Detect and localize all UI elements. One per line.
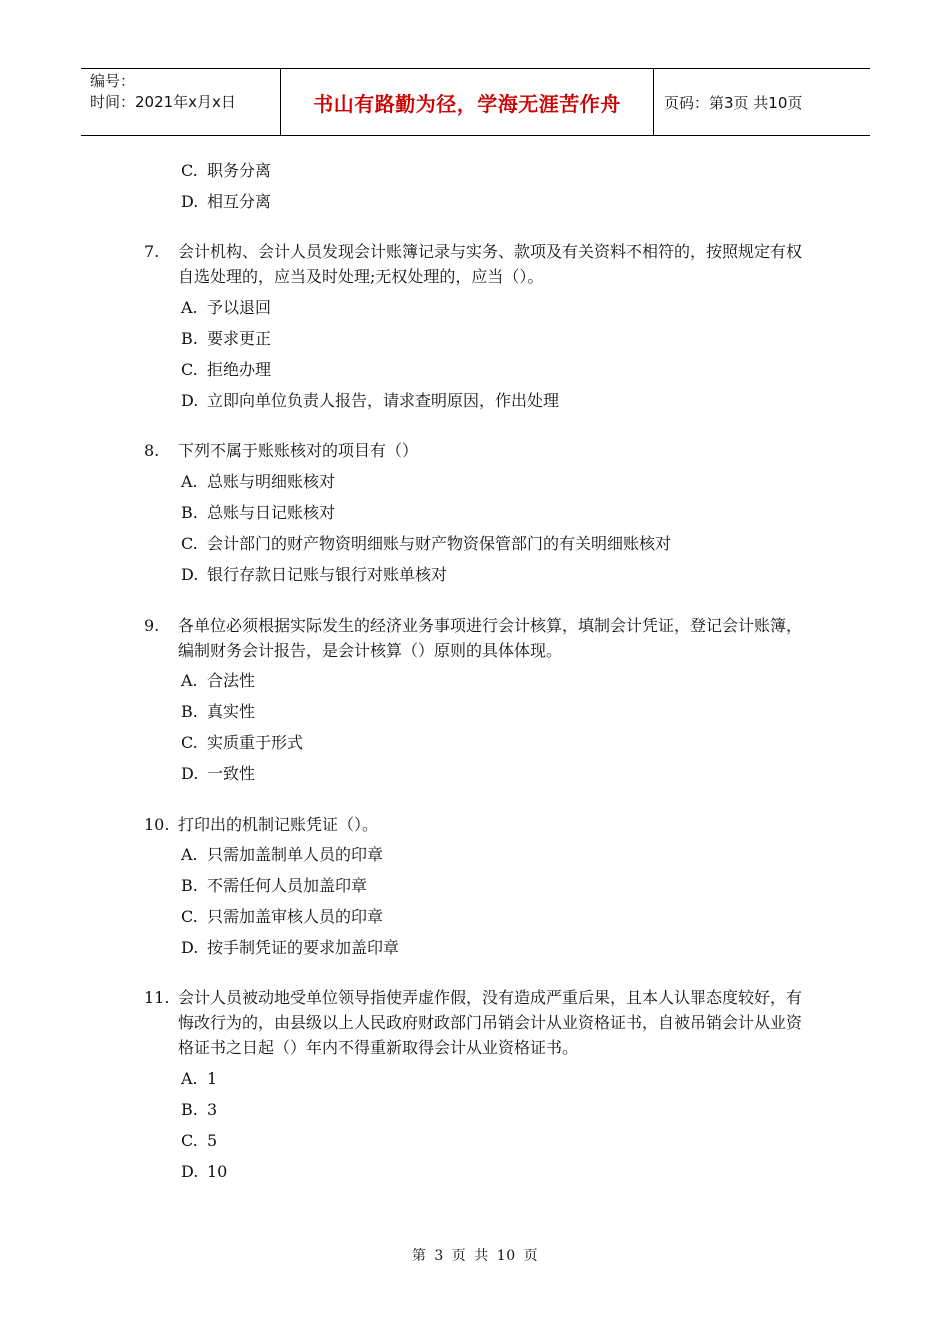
option-item bbox=[181, 764, 255, 784]
option-text: 总账与日记账核对 bbox=[207, 503, 336, 522]
option-item bbox=[181, 845, 383, 865]
question-8 bbox=[144, 438, 810, 463]
option-letter: D. bbox=[181, 391, 199, 410]
option-item bbox=[181, 391, 559, 411]
option-letter: D. bbox=[181, 565, 199, 584]
option-letter: C. bbox=[181, 907, 198, 926]
option-item bbox=[181, 733, 303, 753]
question-number: 7. bbox=[144, 242, 160, 261]
option-text: 银行存款日记账与银行对账单核对 bbox=[207, 565, 448, 584]
option-letter: C. bbox=[181, 534, 198, 553]
option-item bbox=[181, 702, 255, 722]
option-text: 相互分离 bbox=[207, 192, 272, 211]
footer-ye: 页 bbox=[451, 1248, 467, 1264]
option-item bbox=[181, 1100, 217, 1120]
option-letter: D. bbox=[181, 764, 199, 783]
footer-di: 第 bbox=[411, 1248, 427, 1264]
page-footer bbox=[0, 1245, 950, 1265]
option-letter: A. bbox=[181, 472, 198, 491]
question-number: 9. bbox=[144, 616, 160, 635]
option-item bbox=[181, 1131, 217, 1151]
option-letter: D. bbox=[181, 1162, 199, 1181]
question-7 bbox=[144, 239, 810, 289]
header-motto: 书山有路勤为径，学海无涯苦作舟 bbox=[281, 69, 654, 135]
option-text: 按手制凭证的要求加盖印章 bbox=[207, 938, 400, 957]
footer-gong: 共 bbox=[474, 1248, 489, 1264]
option-text: 会计部门的财产物资明细账与财产物资保管部门的有关明细账核对 bbox=[207, 534, 672, 553]
page-header bbox=[81, 68, 870, 136]
option-item bbox=[181, 1162, 227, 1182]
time-label: 时间：2021年x月x日 bbox=[90, 93, 236, 111]
option-text: 总账与明细账核对 bbox=[207, 472, 336, 491]
option-item bbox=[181, 503, 335, 523]
option-item bbox=[181, 534, 671, 554]
option-item bbox=[181, 1069, 217, 1089]
question-number: 10. bbox=[144, 815, 170, 834]
option-text: 只需加盖制单人员的印章 bbox=[207, 845, 384, 864]
option-item bbox=[181, 938, 399, 958]
option-letter: C. bbox=[181, 360, 198, 379]
header-meta bbox=[81, 69, 281, 135]
option-letter: D. bbox=[181, 938, 199, 957]
option-text: 1 bbox=[207, 1069, 218, 1088]
option-item bbox=[181, 360, 271, 380]
question-stem: 下列不属于账账核对的项目有（） bbox=[178, 441, 419, 460]
code-label: 编号： bbox=[90, 72, 136, 90]
option-text: 3 bbox=[207, 1100, 218, 1119]
option-item bbox=[181, 329, 271, 349]
option-item bbox=[181, 298, 271, 318]
option-item bbox=[181, 565, 447, 585]
footer-current-page: 3 bbox=[434, 1248, 444, 1264]
question-stem: 打印出的机制记账凭证（）。 bbox=[178, 815, 379, 834]
option-letter: A. bbox=[181, 845, 198, 864]
option-text: 只需加盖审核人员的印章 bbox=[207, 907, 384, 926]
header-page-info: 页码：第3页 共10页 bbox=[664, 93, 803, 112]
option-text: 予以退回 bbox=[207, 298, 272, 317]
option-text: 拒绝办理 bbox=[207, 360, 272, 379]
option-letter: B. bbox=[181, 702, 198, 721]
option-letter: A. bbox=[181, 671, 198, 690]
option-letter: C. bbox=[181, 733, 198, 752]
option-text: 5 bbox=[207, 1131, 218, 1150]
option-text: 要求更正 bbox=[207, 329, 272, 348]
footer-total-pages: 10 bbox=[496, 1248, 516, 1264]
option-letter: A. bbox=[181, 1069, 198, 1088]
option-letter: A. bbox=[181, 298, 198, 317]
option-item bbox=[181, 671, 255, 691]
question-stem: 各单位必须根据实际发生的经济业务事项进行会计核算，填制会计凭证，登记会计账簿，编制财务会计报告，是会计核算（）原则的具体体现。 bbox=[178, 616, 803, 660]
option-text: 立即向单位负责人报告，请求查明原因，作出处理 bbox=[207, 391, 560, 410]
option-item bbox=[181, 876, 367, 896]
option-item bbox=[181, 192, 271, 212]
footer-ye-total: 页 bbox=[523, 1248, 539, 1264]
question-stem: 会计人员被动地受单位领导指使弄虚作假，没有造成严重后果，且本人认罪态度较好，有悔改行为的，由县级以上人民政府财政部门吊销会计从业资格证书，自被吊销会计从业资格证书之日起（）年内不得重新取得会计从业资格证书。 bbox=[178, 988, 803, 1057]
option-item bbox=[181, 161, 271, 181]
option-item bbox=[181, 907, 383, 927]
option-letter: D. bbox=[181, 192, 199, 211]
question-9 bbox=[144, 613, 810, 663]
option-text: 10 bbox=[207, 1162, 228, 1181]
option-text: 真实性 bbox=[207, 702, 256, 721]
question-number: 8. bbox=[144, 441, 160, 460]
option-text: 一致性 bbox=[207, 764, 256, 783]
option-letter: B. bbox=[181, 503, 198, 522]
option-letter: B. bbox=[181, 329, 198, 348]
question-stem: 会计机构、会计人员发现会计账簿记录与实务、款项及有关资料不相符的，按照规定有权自选处理的，应当及时处理;无权处理的，应当（）。 bbox=[178, 242, 803, 286]
option-letter: B. bbox=[181, 1100, 198, 1119]
option-text: 职务分离 bbox=[207, 161, 272, 180]
option-item bbox=[181, 472, 335, 492]
question-number: 11. bbox=[144, 988, 170, 1007]
option-letter: B. bbox=[181, 876, 198, 895]
option-text: 实质重于形式 bbox=[207, 733, 304, 752]
option-text: 合法性 bbox=[207, 671, 256, 690]
option-letter: C. bbox=[181, 1131, 198, 1150]
question-10 bbox=[144, 812, 810, 837]
option-text: 不需任何人员加盖印章 bbox=[207, 876, 368, 895]
option-letter: C. bbox=[181, 161, 198, 180]
question-11 bbox=[144, 985, 810, 1060]
